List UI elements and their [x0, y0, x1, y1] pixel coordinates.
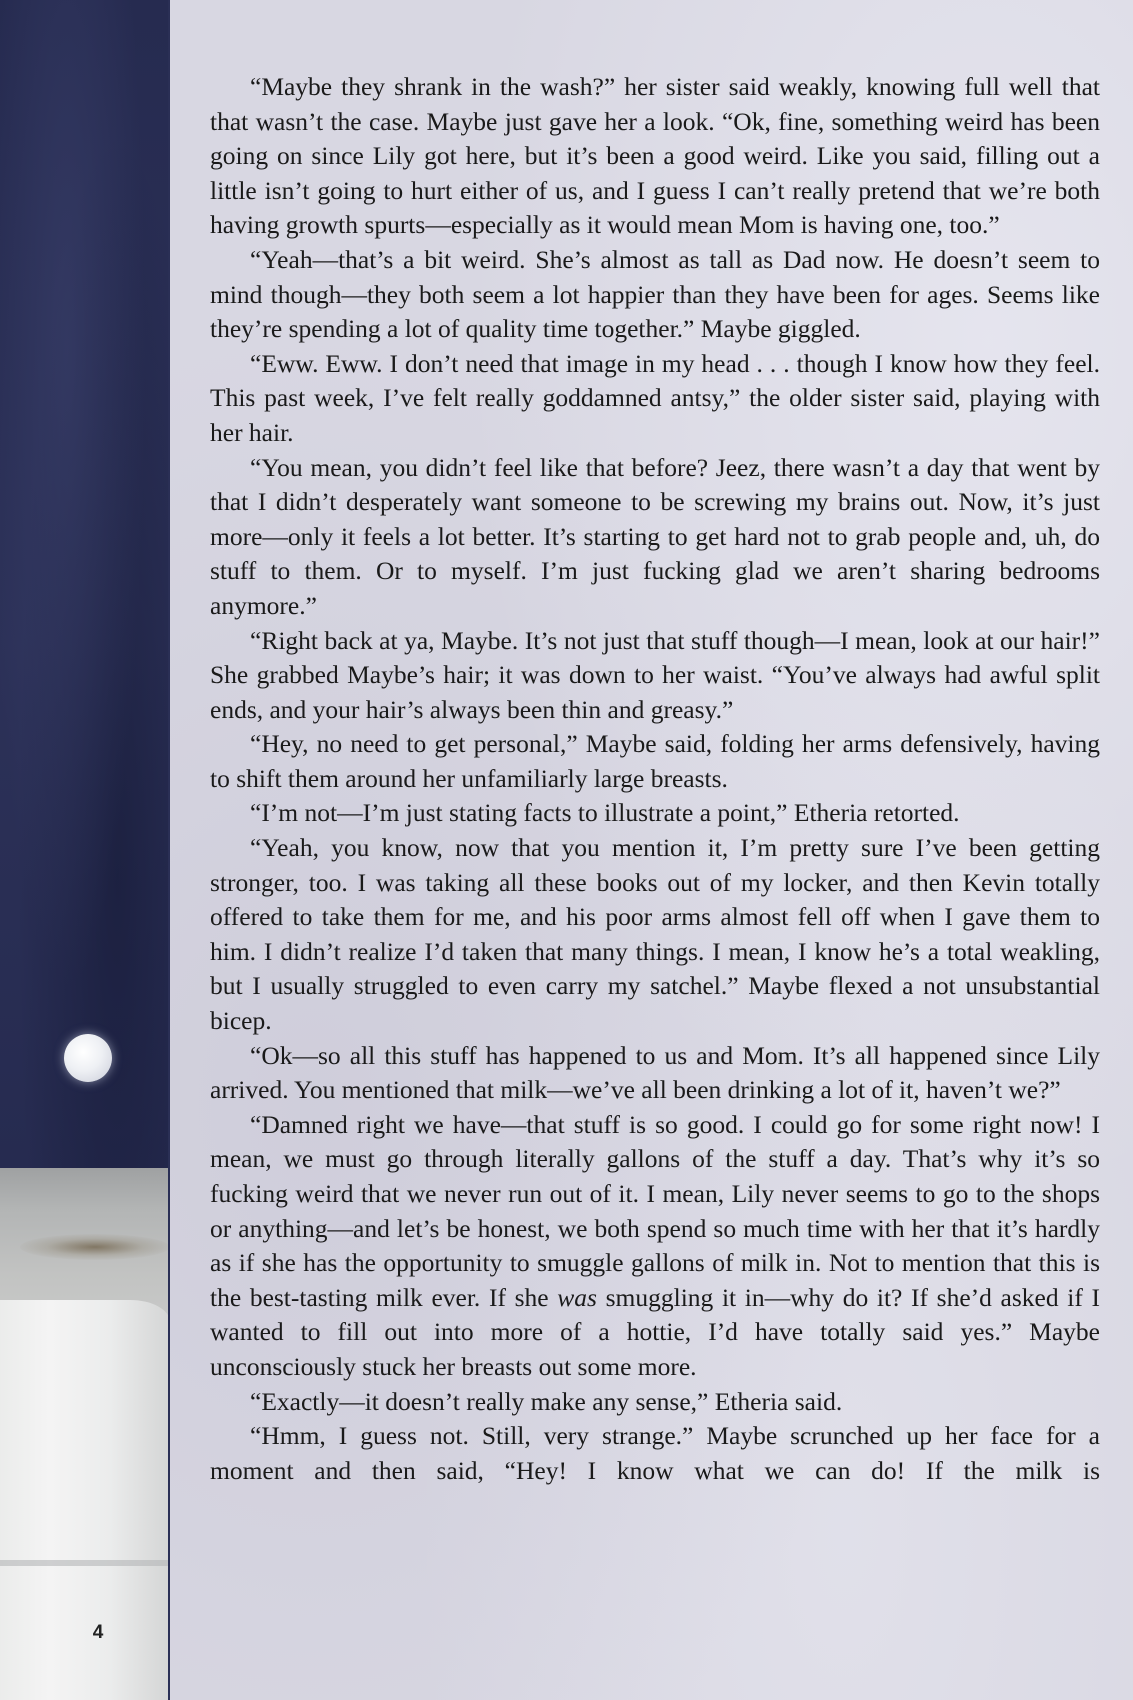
night-sky-image	[0, 0, 168, 1168]
page-number: 4	[92, 1622, 104, 1643]
moon-image	[64, 1034, 112, 1082]
paragraph: “Damned right we have—that stuff is so good. I could go for some right now! I mean, we must go through literally gallons of the stuff a day. That’s why it’s so fucking weird that we never run out of it. I mean, Lily never seems to go to the shops or anything—and let’s be honest, we both spend so much time with her that it’s hardly as if she has the opportunity to smuggle gallons of milk in. Not to mention that this is the best-tasting milk ever. If she was smuggling it in—why do it? If she’d asked if I wanted to fill out into more of a hottie, I’d have totally said yes.” Maybe unconsciously stuck her breasts out some more.	[210, 1109, 1100, 1381]
story-text	[210, 70, 1100, 1488]
paragraph: “Ok—so all this stuff has happened to us and Mom. It’s all happened since Lily arrived. You mentioned that milk—we’ve all been drinking a lot of it, haven’t we?”	[210, 1040, 1100, 1105]
paragraph: “I’m not—I’m just stating facts to illustrate a point,” Etheria retorted.	[250, 798, 960, 828]
paragraph: “Yeah—that’s a bit weird. She’s almost as tall as Dad now. He doesn’t seem to mind though—they both seem a lot happier than they have been for ages. Seems like they’re spending a lot of quality time together.” Maybe giggled.	[210, 244, 1100, 344]
text-panel	[168, 0, 1133, 1700]
glass-rim-image	[0, 1560, 168, 1566]
emphasis: was	[557, 1282, 597, 1312]
paragraph: “Hey, no need to get personal,” Maybe said, folding her arms defensively, having to shift them around her unfamiliarly large breasts.	[210, 729, 1100, 793]
paragraph: “Eww. Eww. I don’t need that image in my head . . . though I know how they feel. This past week, I’ve felt really goddamned antsy,” the older sister said, playing with her hair.	[210, 348, 1100, 447]
glass-shadow-image	[20, 1234, 168, 1260]
paragraph: “Maybe they shrank in the wash?” her sister said weakly, knowing full well that that wasn’t the case. Maybe just gave her a look. “Ok, fine, something weird has been going on since Lily got here, but it’s been a good weird. Like you said, filling out a little isn’t going to hurt either of us, and I guess I can’t really pretend that we’re both having growth spurts—especially as it would mean Mom is having one, too.”	[210, 72, 1100, 240]
milk-glass-image	[0, 1300, 168, 1700]
paragraph: “Hmm, I guess not. Still, very strange.” Maybe scrunched up her face for a moment and then said, “Hey! I know what we can do! If the milk is	[210, 1421, 1100, 1485]
paragraph: “Right back at ya, Maybe. It’s not just that stuff though—I mean, look at our hair!” She grabbed Maybe’s hair; it was down to her waist. “You’ve always had awful split ends, and your hair’s always been thin and greasy.”	[210, 625, 1100, 724]
paragraph: “You mean, you didn’t feel like that before? Jeez, there wasn’t a day that went by that I didn’t desperately want someone to be screwing my brains out. Now, it’s just more—only it feels a lot better. It’s starting to get hard not to grab people and, uh, do stuff to them. Or to myself. I’m just fucking glad we aren’t sharing bedrooms anymore.”	[210, 452, 1100, 620]
paragraph: “Exactly—it doesn’t really make any sense,” Etheria said.	[250, 1386, 843, 1416]
side-image-panel	[0, 0, 168, 1700]
paragraph: “Yeah, you know, now that you mention it, I’m pretty sure I’ve been getting stronger, too. I was taking all these books out of my locker, and then Kevin totally offered to take them for me, and his poor arms almost fell off when I gave them to him. I didn’t realize I’d taken that many things. I mean, I know he’s a total weakling, but I usually struggled to even carry my satchel.” Maybe flexed a not unsubstantial bicep.	[210, 833, 1100, 1036]
